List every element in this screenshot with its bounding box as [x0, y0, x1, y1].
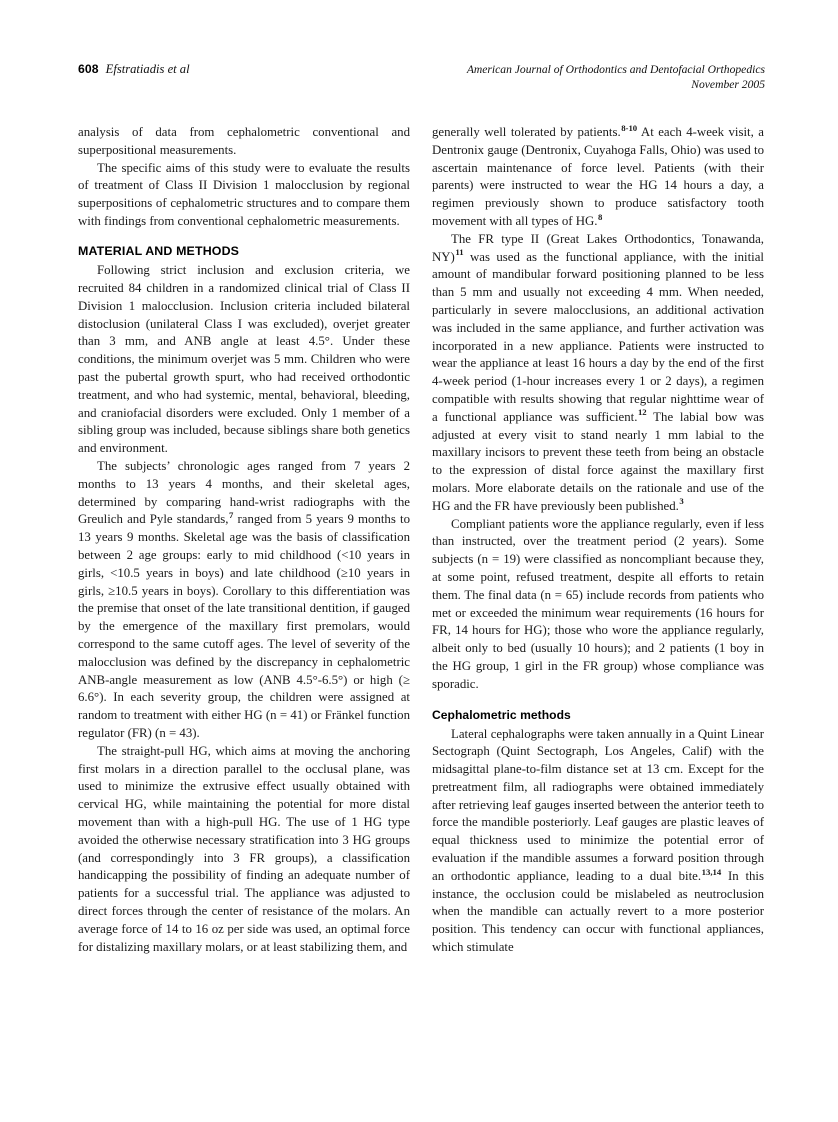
citation-reference: 7	[228, 510, 234, 521]
journal-title: American Journal of Orthodontics and Dentofacial Orthopedics	[466, 63, 765, 76]
body-columns	[78, 124, 765, 1044]
citation-reference: 8	[598, 211, 603, 222]
running-head-authors: Efstratiadis et al	[105, 62, 190, 76]
paragraph-text-part: Lateral cephalographs were taken annually in a Quint Linear Sectograph (Quint Sectograph, Los Angeles, Calif) with the midsagittal plane-to-film distance set at 13 cm. Except for the pretreatment film, all radiographs were obtained immediately after retrieving leaf gauges inserted between the anterior teeth to force the mandible posteriorly. Leaf gauges are plastic leaves of equal thickness used to minimize the potential error of evaluation if the mandible assumes a forward position through an orthodontic appliance, leading to a dual bite.	[432, 726, 764, 883]
paragraph-text-part: ranged from 5 years 9 months to 13 years 9 months. Skeletal age was the basis of classification between 2 age groups: early to mid childhood (<10 years in girls, <10.5 years in boys) and late childhood (≥10 years in girls, ≥10.5 years in boys). Corollary to this differentiation was the premise that onset of the late transitional dentition, if gauged by the emergence of the maxillary first premolars, would correspond to the same cutoff ages. The level of severity of the malocclusion was defined by the discrepancy in cephalometric ANB-angle measurement as low (ANB 4.5°-6.5°) or high (≥ 6.6°). In each severity group, the children were assigned at random to treatment with either HG (n = 41) or Fränkel function regulator (FR) (n = 43).	[78, 512, 410, 740]
citation-reference: 12	[637, 407, 647, 418]
paragraph-text-part: The FR type II (Great Lakes Orthodontics, Tonawanda, NY)	[432, 231, 764, 264]
page-number: 608	[78, 62, 99, 76]
running-head-right	[467, 62, 765, 93]
citation-reference: 11	[455, 247, 464, 258]
right-column	[432, 124, 764, 1044]
paragraph-straight-pull-hg: The straight-pull HG, which aims at moving the anchoring first molars in a direction parallel to the occlusal plane, was used to minimize the extrusive effect usually obtained with cervical HG, while maintaining the potential for more distal movement than with a high-pull HG. The use of 1 HG type avoided the otherwise necessary stratification into 3 HG groups (and correspondingly into 3 FR groups), a classification handicapping the possibility of finding an adequate number of patients for a successful trial. The appliance was adjusted to direct forces through the center of resistance of the molars. An average force of 14 to 16 oz per side was used, an optimal force for distalizing maxillary molars, or at least stabilizing them, and	[78, 743, 410, 954]
paragraph-text-part: The labial bow was adjusted at every visit to stand nearly 1 mm labial to the maxillary incisors to prevent these teeth from being an obstacle to the expression of distal force against the maxillary first molars. More elaborate details on the rationale and use of the HG and the FR have previously been published.	[432, 409, 765, 513]
paragraph-text-part: generally well tolerated by patients.	[432, 125, 621, 139]
citation-reference: 3	[679, 496, 684, 507]
paragraph-fr-type-ii	[432, 231, 764, 516]
paragraph-chronologic-ages	[78, 458, 410, 743]
paragraph-inclusion-criteria: Following strict inclusion and exclusion criteria, we recruited 84 children in a randomized clinical trial of Class II Division 1 malocclusion. Inclusion criteria included bilateral distoclusion (unilateral Class I was excluded), overjet greater than 3 mm, and ANB angle at least 4.5°. Under these conditions, the minimum overjet was 5 mm. Children who were past the pubertal growth spurt, who had received orthodontic treatment, and who had systemic, mental, behavioral, bleeding, and craniofacial disorders were excluded. Only 1 member of a sibling group was included, because siblings share both genetics and environment.	[78, 263, 410, 456]
citation-reference: 13,14	[701, 866, 722, 877]
paragraph-text-part: was used as the functional appliance, with the initial amount of mandibular forward positioning planned to be less than 5 mm and usually not exceeding 4 mm. When needed, particularly in severe malocclusions, an additional activation was included in the same appliance, and further activation was incorporated in a new appliance. Patients were instructed to wear the appliance at least 16 hours a day by the end of the first 4-week period (1-hour increases every 1 or 2 days), a regimen compatible with results showing that regular nighttime wear of a functional appliance was sufficient.	[432, 249, 764, 424]
section-heading-material-and-methods: MATERIAL AND METHODS	[78, 244, 240, 259]
paragraph-text-part: In this instance, the occlusion could be mislabeled as neutroclusion when the mandible can actually revert to a more posterior position. This tendency can occur with functional appliances, which stimulate	[432, 868, 764, 955]
subsection-heading-cephalometric-methods: Cephalometric methods	[432, 707, 571, 722]
paragraph-force-level	[432, 124, 764, 231]
paragraph-compliance: Compliant patients wore the appliance regularly, even if less than instructed, over the treatment period (2 years). Some subjects (n = 19) were classified as noncompliant because they, at some point, refused treatment, despite all efforts to retain them. The final data (n = 65) include records from patients who met or exceeded the minimum wear requirements (16 hours for FR, 14 hours for HG); those who wore the appliance regularly, albeit only to bed (usually 10 hours); and 2 patients (1 boy in the HG group, 1 girl in the FR group) whose compliance was sporadic.	[432, 516, 764, 691]
paragraph-specific-aims: The specific aims of this study were to evaluate the results of treatment of Class II Division 1 malocclusion by regional superpositions of cephalometric structures and to compare them with findings from conventional cephalometric measurements.	[78, 160, 410, 228]
paragraph-continuation: analysis of data from cephalometric conventional and superpositional measurements.	[78, 125, 410, 157]
paragraph-text-part: At each 4-week visit, a Dentronix gauge (Dentronix, Cuyahoga Falls, Ohio) was used to ascertain maintenance of force level. Patients (with their parents) were instructed to wear the HG 14 hours a day, a regimen previously shown to produce satisfactory tooth movement with all types of HG.	[432, 125, 764, 228]
paragraph-text-part: The subjects’ chronologic ages ranged from 7 years 2 months to 13 years 4 months, and their skeletal ages, determined by comparing hand-wrist radiographs with the Greulich and Pyle standards,	[78, 459, 410, 527]
running-head	[78, 62, 765, 96]
issue-date: November 2005	[691, 78, 765, 92]
citation-reference: 8-10	[621, 122, 638, 133]
left-column	[78, 124, 410, 1044]
running-head-left	[78, 62, 190, 77]
paragraph-lateral-cephalographs	[432, 726, 764, 957]
